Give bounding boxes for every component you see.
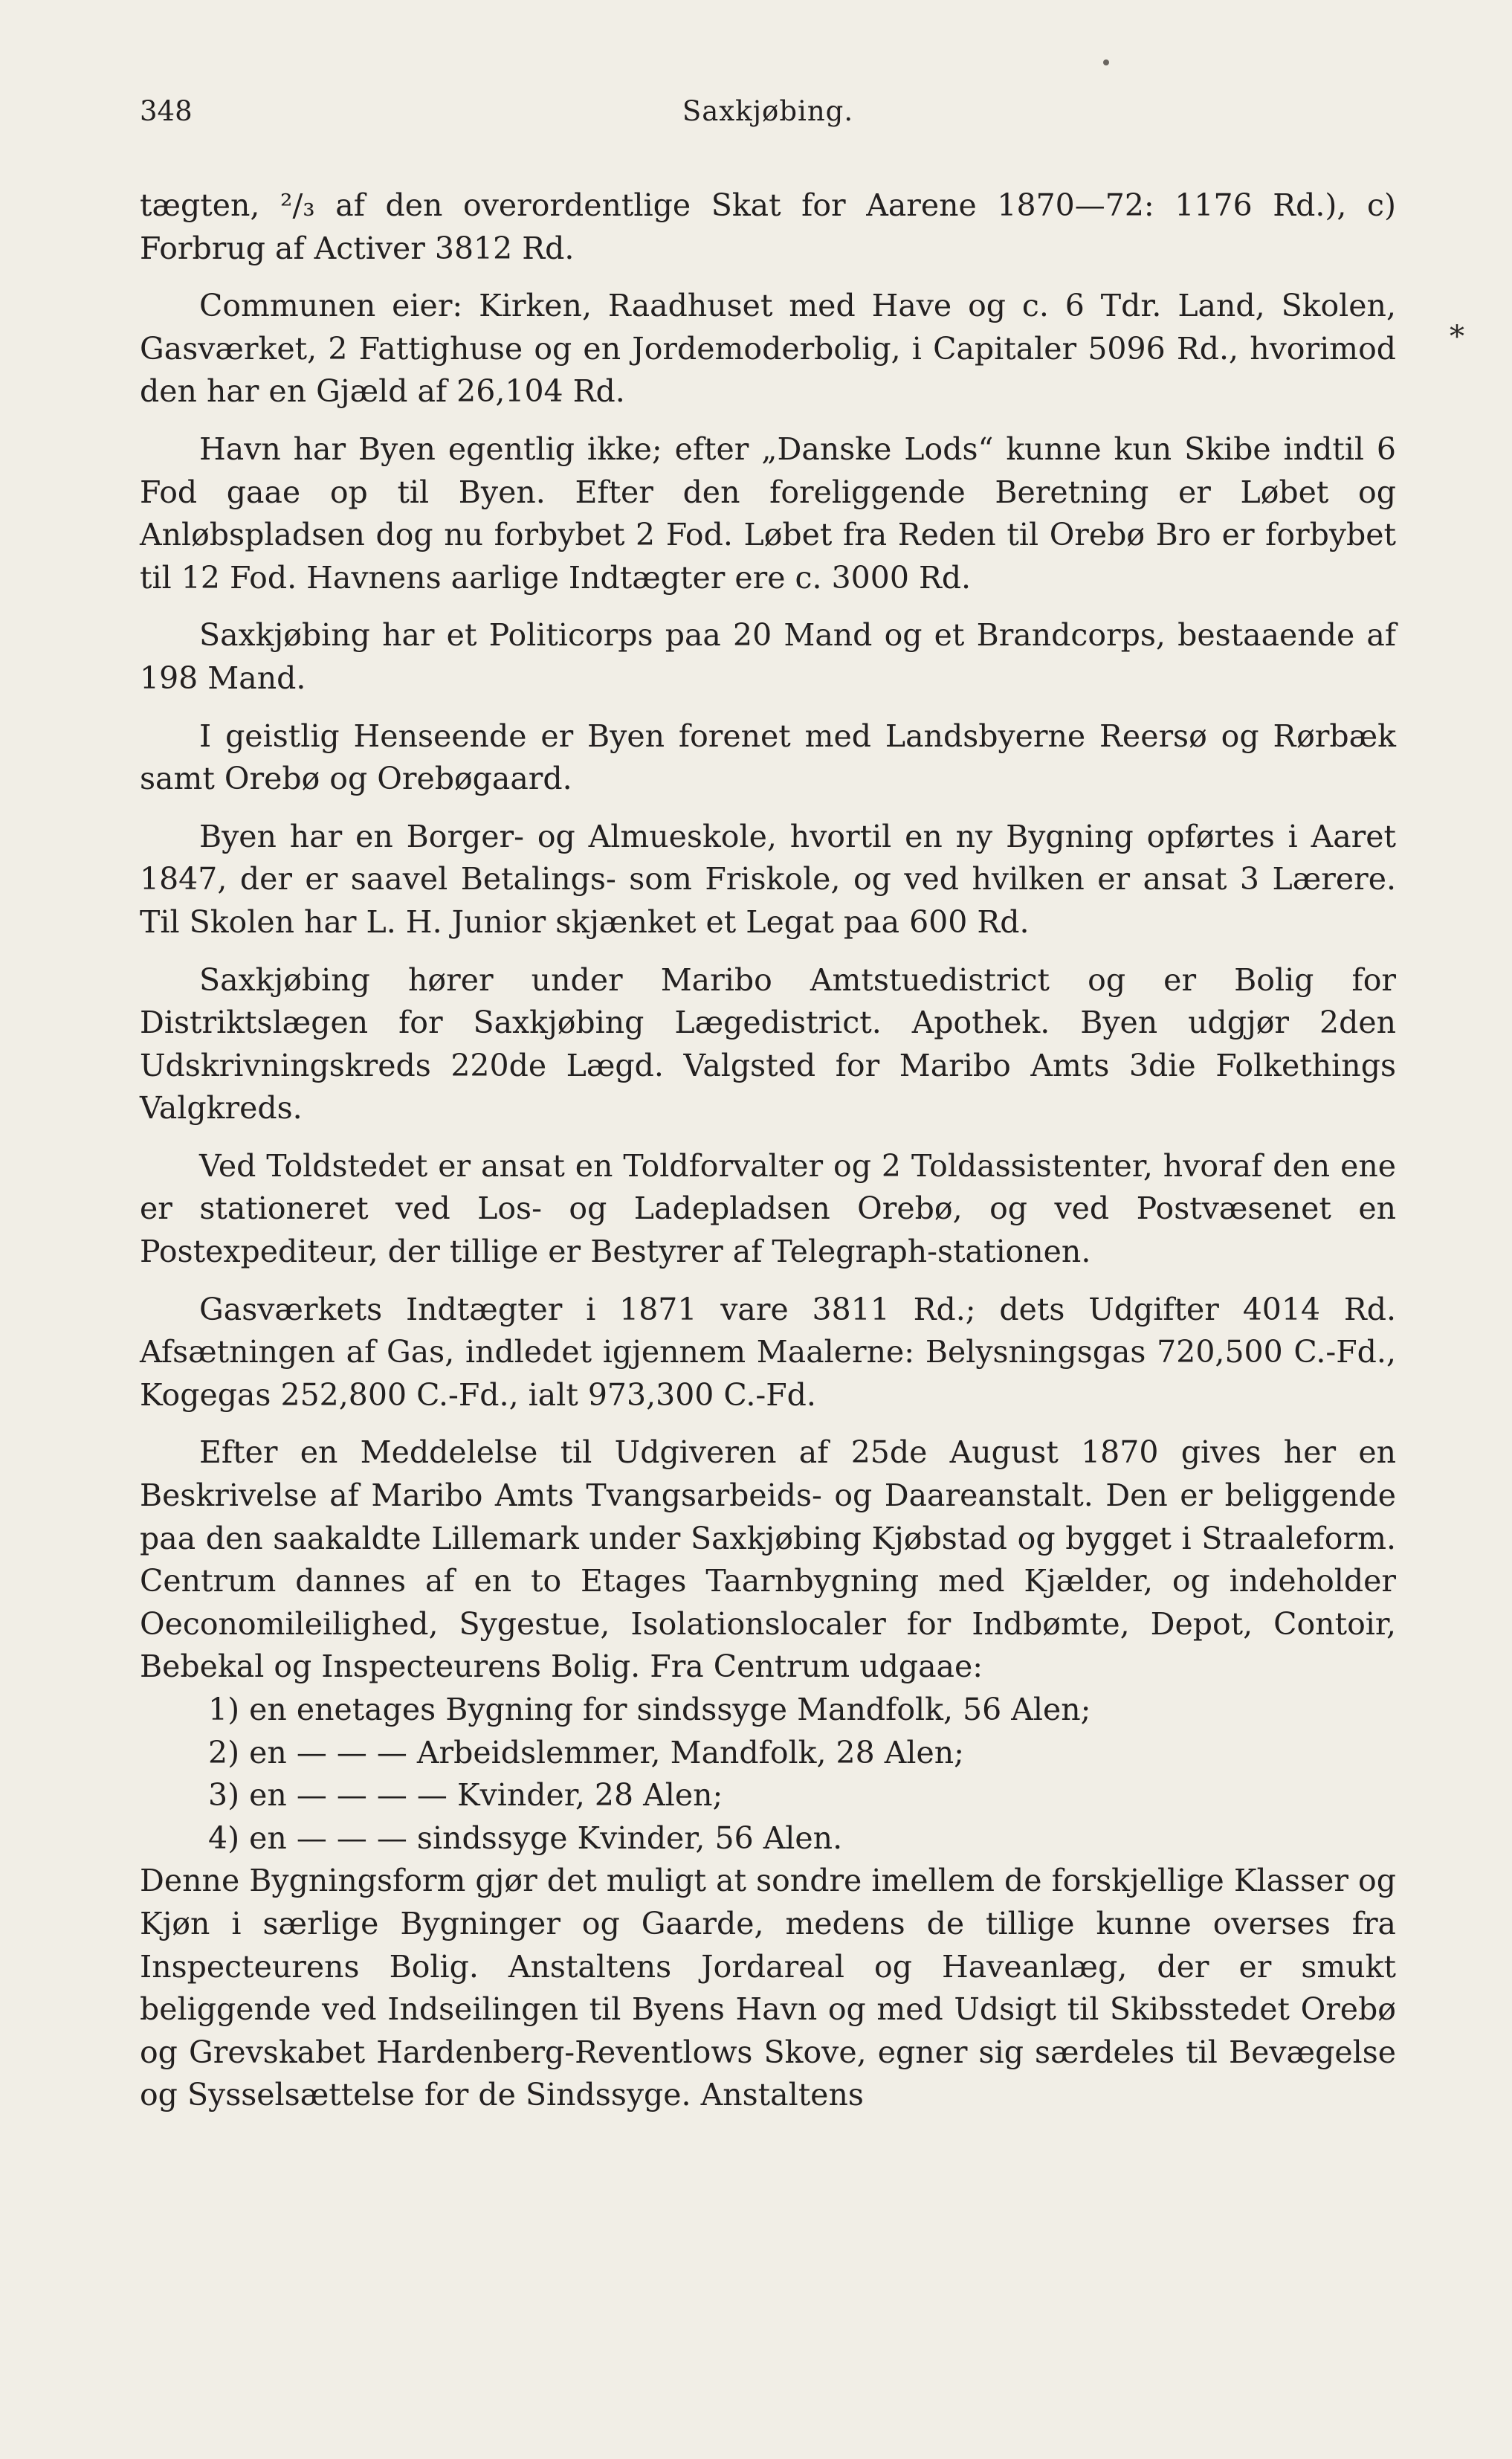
paragraph-gasworks: Gasværkets Indtægter i 1871 vare 3811 Rd.; dets Udgifter 4014 Rd. Afsætningen af Gas, indledet igjennem Maalerne: Belysningsgas 720,500 C.-Fd., Kogegas 252,800 C.-Fd., ialt 973,300 C.-Fd.: [140, 1291, 1396, 1413]
paragraph-commune-property: Communen eier: Kirken, Raadhuset med Have og c. 6 Tdr. Land, Skolen, Gasværket, 2 Fattighuse og en Jordemoderbolig, i Capitaler 5096 Rd., hvorimod den har en Gjæld af 26,104 Rd.: [140, 288, 1396, 410]
running-head: Saxkjøbing.: [682, 95, 854, 127]
margin-asterisk: *: [1450, 320, 1464, 354]
paragraph-harbour: Havn har Byen egentlig ikke; efter „Danske Lods“ kunne kun Skibe indtil 6 Fod gaae op til Byen. Efter den foreliggende Beretning er Løbet og Anløbspladsen dog nu forbybet 2 Fod. Løbet fra Reden til Orebø Bro er forbybet til 12 Fod. Havnens aarlige Indtægter ere c. 3000 Rd.: [140, 431, 1396, 596]
page-number: 348: [140, 95, 193, 127]
paragraph-police-fire: Saxkjøbing har et Politicorps paa 20 Mand og et Brandcorps, bestaaende af 198 Mand.: [140, 617, 1396, 696]
list-item: 3) en — — — — Kvinder, 28 Alen;: [208, 1777, 723, 1814]
body-text: [140, 184, 1396, 2132]
list-item: 1) en enetages Bygning for sindssyge Mandfolk, 56 Alen;: [208, 1692, 1091, 1727]
ink-dot: [1103, 59, 1109, 65]
paragraph-district: Saxkjøbing hører under Maribo Amtstuedistrict og er Bolig for Distriktslægen for Saxkjøbing Lægedistrict. Apothek. Byen udgjør 2den Udskrivningskreds 220de Lægd. Valgsted for Maribo Amts 3die Folkethings Valgkreds.: [140, 961, 1396, 1127]
paragraph-continuation: tægten, ²/₃ af den overordentlige Skat for Aarene 1870—72: 1176 Rd.), c) Forbrug af Activer 3812 Rd.: [140, 187, 1396, 266]
page-header: [140, 95, 1396, 140]
list-item: 2) en — — — Arbeidslemmer, Mandfolk, 28 Alen;: [208, 1734, 964, 1770]
paragraph-building-form: Denne Bygningsform gjør det muligt at sondre imellem de forskjellige Klasser og Kjøn i særlige Bygninger og Gaarde, medens de tillige kunne overses fra Inspecteurens Bolig. Anstaltens Jordareal og Haveanlæg, der er smukt beliggende ved Indseilingen til Byens Havn og med Udsigt til Skibsstedet Orebø og Grevskabet Hardenberg-Reventlows Skove, egner sig særdeles til Bevægelse og Sysselsættelse for de Sindssyge. Anstaltens: [140, 1863, 1396, 2113]
paragraph-institution: Efter en Meddelelse til Udgiveren af 25de August 1870 gives her en Beskrivelse af Maribo Amts Tvangsarbeids- og Daareanstalt. Den er beliggende paa den saakaldte Lillemark under Saxkjøbing Kjøbstad og bygget i Straaleform. Centrum dannes af en to Etages Taarnbygning med Kjælder, og indeholder Oeconomileilighed, Sygestue, Isolationslocaler for Indbømte, Depot, Contoir, Bebekal og Inspecteurens Bolig. Fra Centrum udgaae:: [140, 1434, 1396, 1685]
paragraph-clerical: I geistlig Henseende er Byen forenet med Landsbyerne Reersø og Rørbæk samt Orebø og Orebøgaard.: [140, 718, 1396, 797]
building-list: [140, 1689, 1396, 1860]
paragraph-customs: Ved Toldstedet er ansat en Toldforvalter og 2 Toldassistenter, hvoraf den ene er stationeret ved Los- og Ladepladsen Orebø, og ved Postvæsenet en Postexpediteur, der tillige er Bestyrer af Telegraph-stationen.: [140, 1147, 1396, 1270]
paragraph-school: Byen har en Borger- og Almueskole, hvortil en ny Bygning opførtes i Aaret 1847, der er saavel Betalings- som Friskole, og ved hvilken er ansat 3 Lærere. Til Skolen har L. H. Junior skjænket et Legat paa 600 Rd.: [140, 818, 1396, 940]
list-item: 4) en — — — sindssyge Kvinder, 56 Alen.: [208, 1820, 843, 1856]
